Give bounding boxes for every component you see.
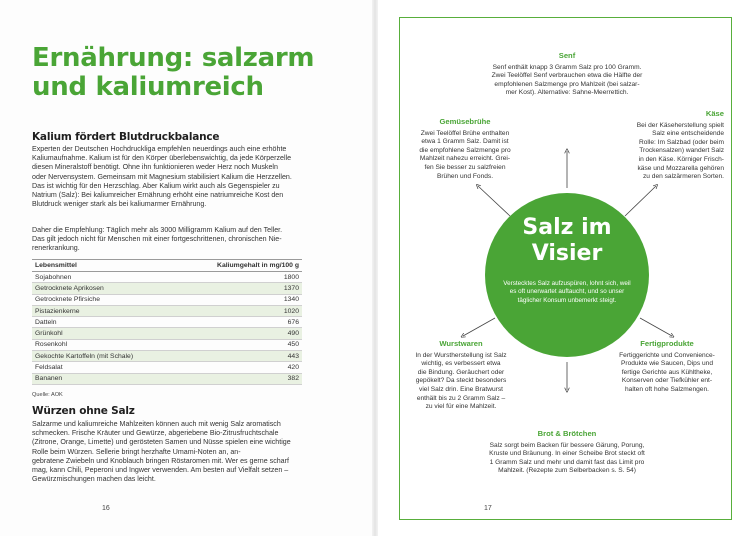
circle-title: [485, 215, 649, 267]
text-line: Salz eine entscheidende: [652, 130, 724, 138]
text-line: Trockensalzen) wandert Salz: [639, 147, 724, 155]
text-line: In der Wurstherstellung ist Salz: [415, 351, 507, 359]
text-line: Mahlzeit nahezu erreicht. Grei-: [419, 155, 511, 163]
text-line: Fertiggerichte und Convenience-: [619, 351, 715, 359]
section-heading-wuerzen: Würzen ohne Salz: [32, 405, 135, 417]
food-name: Getrocknete Pfirsiche: [32, 294, 178, 305]
box-gemuesebruehe: [402, 118, 528, 181]
text-line: Blutdruck weniger stark als bei kaliumarmer Ernährung.: [32, 200, 207, 209]
text-line: Das gilt jedoch nicht für Menschen mit einer fortgeschrittenen, chronischen Nie-: [32, 235, 282, 244]
food-value: 1800: [178, 272, 302, 283]
text-line: zu viel für eine Mahlzeit.: [425, 403, 497, 411]
food-name: Getrocknete Aprikosen: [32, 283, 178, 294]
table-source: Quelle: AOK: [32, 392, 63, 398]
text-line: Kaliumaufnahme. Kalium ist für den Körper überlebenswichtig, da jede Körperzelle: [32, 154, 292, 163]
food-value: 490: [178, 328, 302, 339]
box-heading: Käse: [705, 109, 724, 118]
text-line: die Bindung. Geräuchert oder: [417, 368, 505, 376]
text-line: Salz sorgt beim Backen für bessere Gärung, Porung,: [489, 441, 645, 449]
text-line: Mahlzeit. (Rezepte zum Selberbacken s. S. 54): [498, 467, 636, 475]
food-name: Gekochte Kartoffeln (mit Schale): [32, 351, 178, 362]
text-line: viel Salz drin. Eine Bratwurst: [419, 385, 503, 393]
text-line: mer Kost). Alternative: Sahne-Meerrettich.: [505, 89, 629, 97]
food-value: 1340: [178, 294, 302, 305]
food-name: Rosenkohl: [32, 339, 178, 350]
text-line: oder Nervensystem. Gemeinsam mit Magnesium stabilisiert Kalium die Herzzellen.: [32, 172, 292, 181]
text-line: Zwei Teelöffel Brühe enthalten: [420, 129, 510, 137]
page-number-right: 17: [484, 505, 492, 512]
food-name: Datteln: [32, 317, 178, 328]
food-value: 443: [178, 351, 302, 362]
text-line: zu den salzärmeren Sorten.: [643, 173, 724, 181]
box-wurstwaren: [398, 340, 524, 412]
text-line: 1 Gramm Salz und mehr und damit fast das Limit pro: [489, 458, 645, 466]
title-line-2: und kaliumreich: [32, 72, 264, 102]
text-line: wichtig, es verbessert etwa: [421, 360, 501, 368]
text-line: gebratene Zwiebeln und Knoblauch bringen Röstaromen mit. Wer es gerne scharf: [32, 456, 289, 465]
food-name: Sojabohnen: [32, 272, 178, 283]
text-line: Brühen und Fonds.: [436, 172, 494, 180]
text-line: Gewürzmischungen machen das leicht.: [32, 475, 156, 484]
circle-title-line-2: Visier: [531, 241, 603, 266]
circle-text: [500, 280, 634, 305]
text-line: gepökelt? Da steckt besonders: [415, 377, 507, 385]
text-line: Experten der Deutschen Hochdruckliga empfehlen neuerdings auch eine erhöhte: [32, 145, 287, 153]
box-heading: Fertigprodukte: [640, 339, 694, 348]
arrow-to-kaese: [625, 186, 656, 216]
box-heading: Gemüsebrühe: [439, 117, 491, 126]
text-line: täglicher Konsum unbemerkt steigt.: [517, 296, 617, 304]
box-senf: [462, 52, 672, 98]
text-line: renerkrankung.: [32, 244, 80, 253]
text-line: enthält bis zu 2 Gramm Salz –: [416, 394, 506, 402]
text-line: etwa 1 Gramm Salz. Damit ist: [421, 138, 509, 146]
food-value: 1370: [178, 283, 302, 294]
title-line-1: Ernährung: salzarm: [32, 43, 315, 73]
table-header-value: Kaliumgehalt in mg/100 g: [178, 260, 302, 272]
text-line: Zwei Teelöffel Senf verbrauchen etwa die Hälfte der: [491, 72, 643, 80]
text-line: empfohlenen Salzmenge pro Mahlzeit (bei salzar-: [494, 80, 640, 88]
page-number-left: 16: [102, 505, 110, 512]
box-kaese: [600, 110, 724, 182]
text-line: es oft unerwartet auftaucht, und so unser: [509, 288, 625, 296]
text-line: Rolle: Im Salzbad (oder beim: [638, 138, 724, 146]
food-value: 420: [178, 362, 302, 373]
salz-im-visier-circle: [485, 193, 649, 357]
text-line: Rolle beim Würzen. Sellerie bringt herzhafte Umami-Noten an, an-: [32, 447, 241, 456]
arrow-to-fertigprodukte: [640, 318, 672, 336]
circle-title-line-1: Salz im: [522, 215, 612, 240]
text-line: käse und Mozzarella gehören: [637, 164, 724, 172]
text-line: Senf enthält knapp 3 Gramm Salz pro 100 Gramm.: [492, 63, 642, 71]
text-line: schmecken. Frische Kräuter und Gewürze, abgeriebene Bio-Zitrusfruchtschale: [32, 429, 279, 438]
food-value: 1020: [178, 305, 302, 316]
box-fertigprodukte: [606, 340, 728, 395]
text-line: halten oft hohe Salzmengen.: [625, 385, 709, 393]
text-line: Bei der Käseherstellung spielt: [636, 121, 724, 129]
text-line: Daher die Empfehlung: Täglich mehr als 3000 Milligramm Kalium auf den Teller.: [32, 226, 283, 234]
box-heading: Senf: [558, 51, 576, 60]
food-value: 450: [178, 339, 302, 350]
section-heading-kalium: Kalium fördert Blutdruckbalance: [32, 131, 220, 143]
text-line: fen Sie besser zu salzfreien: [424, 163, 506, 171]
arrow-to-gemuesebruehe: [478, 186, 510, 216]
text-line: Das ist wichtig für den Herzschlag. Aber Kalium wirkt auch als Gegenspieler zu: [32, 181, 280, 190]
text-line: (Zitrone, Orange, Limette) und gerösteten Samen und Nüsse spielen eine wichtige: [32, 438, 291, 447]
text-line: diesen Mineralstoff benötigt. Ohne ihn funktionieren weder Herz noch Muskeln: [32, 163, 278, 172]
text-line: Salzarme und kaliumreiche Mahlzeiten können auch mit wenig Salz aromatisch: [32, 420, 281, 428]
text-line: Verstecktes Salz aufzuspüren, lohnt sich, weil: [503, 280, 631, 287]
text-line: Natrium (Salz): Bei kaliumreicher Ernährung erhöht eine natriumreiche Kost den: [32, 191, 284, 200]
table-header-food: Lebensmittel: [32, 260, 178, 272]
food-value: 676: [178, 317, 302, 328]
arrow-to-wurstwaren: [463, 318, 495, 336]
food-name: Feldsalat: [32, 362, 178, 373]
food-name: Pistazienkerne: [32, 305, 178, 316]
text-line: Produkte wie Saucen, Dips und: [620, 360, 713, 368]
text-line: fertige Gerichte aus Kühltheke,: [621, 368, 713, 376]
text-line: in den Käse. Körniger Frisch-: [638, 155, 724, 163]
food-value: 382: [178, 373, 302, 384]
box-heading: Brot & Brötchen: [537, 429, 597, 438]
box-heading: Wurstwaren: [439, 339, 483, 348]
text-line: die empfohlene Salzmenge pro: [419, 146, 511, 154]
text-line: Konserven oder Tiefkühler ent-: [621, 377, 713, 385]
box-brot: [462, 430, 672, 476]
food-name: Bananen: [32, 373, 178, 384]
food-name: Grünkohl: [32, 328, 178, 339]
text-line: Kruste und Bräunung. In einer Scheibe Brot steckt oft: [489, 450, 645, 458]
text-line: mag, kann Chili, Peperoni und Ingwer verwenden. Am besten auf Vielfalt setzen –: [32, 466, 289, 475]
